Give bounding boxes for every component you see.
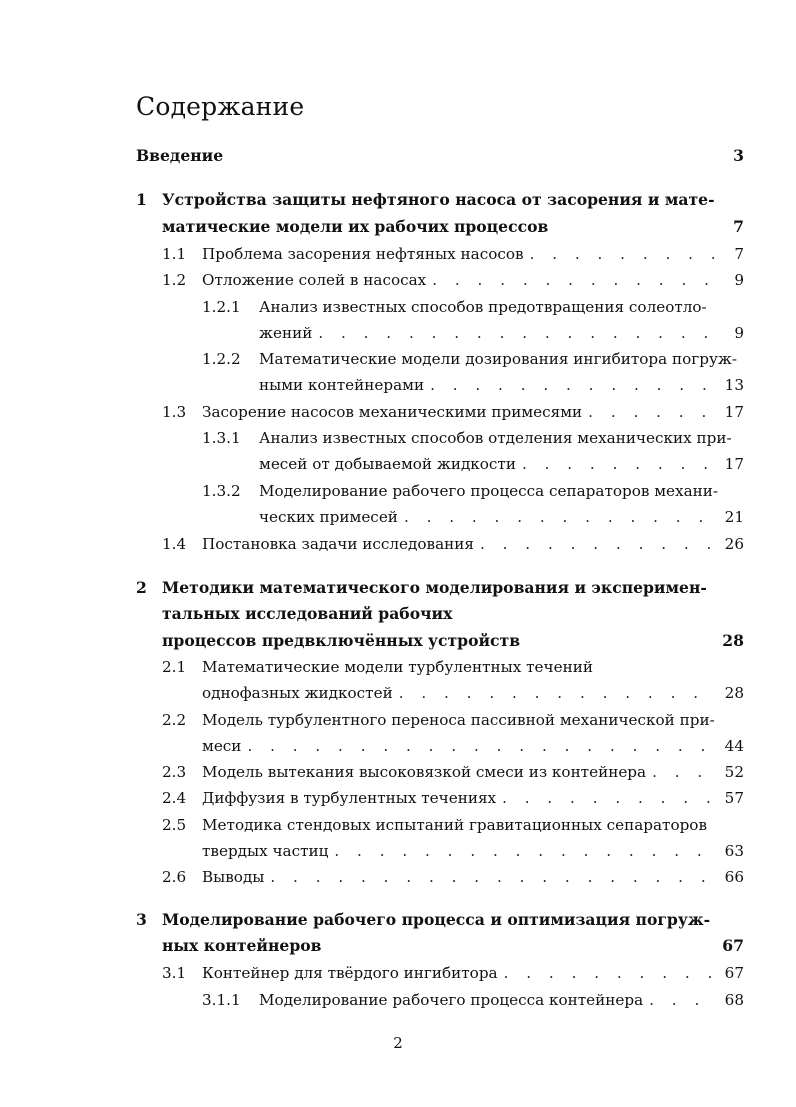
toc-chapter-2[interactable] [136, 578, 744, 654]
toc-section-2-1[interactable] [162, 657, 744, 703]
dot-leader [480, 534, 716, 554]
dot-leader [432, 270, 716, 290]
toc-chapter-3[interactable] [136, 910, 744, 960]
toc-title: Содержание [136, 92, 305, 121]
section-number: 2.5 [162, 816, 187, 834]
section-title-line-2: меси [202, 737, 242, 755]
section-title: Контейнер для твёрдого ингибитора [202, 964, 498, 982]
section-page: 52 [724, 763, 744, 781]
section-page: 26 [724, 535, 744, 553]
chapter-page: 67 [722, 936, 744, 955]
section-title-line-2: твердых частиц [202, 842, 329, 860]
section-number: 2.3 [162, 763, 187, 781]
section-number: 1.4 [162, 535, 187, 553]
toc-subsection-1-2-2[interactable] [202, 349, 744, 395]
subsection-title-line-1: Математические модели дозирования ингибитора погруж- [259, 350, 737, 368]
section-number: 1.2 [162, 271, 187, 289]
subsection-title-line-1: Анализ известных способов отделения механических при- [259, 429, 732, 447]
section-page: 63 [724, 842, 744, 860]
dot-leader [404, 507, 716, 527]
subsection-title-line-2: ческих примесей [259, 508, 398, 526]
dot-leader [334, 841, 716, 861]
section-title: Отложение солей в насосах [202, 271, 427, 289]
chapter-title-line-2: матические модели их рабочих процессов [162, 217, 549, 236]
subsection-page: 21 [724, 508, 744, 526]
section-number: 3.1 [162, 964, 187, 982]
subsection-page: 17 [724, 455, 744, 473]
dot-leader [399, 683, 716, 703]
section-number: 2.4 [162, 789, 187, 807]
dot-leader [652, 762, 716, 782]
toc-section-2-5[interactable] [162, 815, 744, 861]
chapter-page: 7 [733, 217, 744, 236]
subsection-number: 1.2.2 [202, 350, 241, 368]
toc-entry-page: 3 [733, 146, 744, 165]
chapter-title-line-1: Моделирование рабочего процесса и оптимизация погруж- [162, 910, 711, 929]
chapter-number: 2 [136, 578, 147, 597]
dot-leader [247, 736, 716, 756]
chapter-number: 1 [136, 190, 147, 209]
chapter-title-line-2: ных контейнеров [162, 936, 322, 955]
section-page: 67 [724, 964, 744, 982]
section-number: 2.6 [162, 868, 187, 886]
subsection-title-line-1: Моделирование рабочего процесса сепараторов механи- [259, 482, 719, 500]
dot-leader [588, 402, 716, 422]
subsection-number: 1.3.1 [202, 429, 241, 447]
subsection-title-line-2: ными контейнерами [259, 376, 425, 394]
subsection-title-line-2: месей от добываемой жидкости [259, 455, 516, 473]
dot-leader [649, 990, 716, 1010]
section-title: Проблема засорения нефтяных насосов [202, 245, 524, 263]
section-number: 2.2 [162, 711, 187, 729]
section-title: Засорение насосов механическими примесями [202, 403, 583, 421]
dot-leader [530, 244, 716, 264]
subsection-title-line-1: Анализ известных способов предотвращения солеотло- [259, 298, 707, 316]
section-page: 66 [724, 868, 744, 886]
section-page: 17 [724, 403, 744, 421]
section-page: 7 [734, 245, 744, 263]
toc-section-2-2[interactable] [162, 710, 744, 756]
section-number: 1.3 [162, 403, 187, 421]
subsection-page: 13 [724, 376, 744, 394]
dot-leader [318, 323, 716, 343]
section-title: Постановка задачи исследования [202, 535, 474, 553]
toc-subsection-1-3-1[interactable] [202, 428, 744, 474]
subsection-title: Моделирование рабочего процесса контейнера [259, 991, 644, 1009]
chapter-title-line-2: тальных исследований рабочих [162, 604, 453, 623]
section-title-line-2: однофазных жидкостей [202, 684, 393, 702]
dot-leader [502, 788, 716, 808]
chapter-title-line-3: процессов предвключённых устройств [162, 631, 521, 650]
section-title-line-1: Методика стендовых испытаний гравитационных сепараторов [202, 816, 707, 834]
chapter-title-line-1: Методики математического моделирования и эксперимен- [162, 578, 707, 597]
section-title-line-1: Модель турбулентного переноса пассивной механической при- [202, 711, 715, 729]
section-title-line-1: Математические модели турбулентных течений [202, 658, 593, 676]
dot-leader [430, 375, 716, 395]
dot-leader [504, 963, 716, 983]
section-title: Модель вытекания высоковязкой смеси из контейнера [202, 763, 647, 781]
toc-entry-intro[interactable] [136, 146, 744, 166]
subsection-number: 3.1.1 [202, 991, 241, 1009]
subsection-number: 1.2.1 [202, 298, 241, 316]
section-page: 9 [734, 271, 744, 289]
section-page: 44 [724, 737, 744, 755]
section-number: 2.1 [162, 658, 187, 676]
section-page: 28 [724, 684, 744, 702]
dot-leader [522, 454, 716, 474]
section-page: 57 [724, 789, 744, 807]
chapter-page: 28 [722, 631, 744, 650]
subsection-title-line-2: жений [259, 324, 313, 342]
section-title: Выводы [202, 868, 265, 886]
toc-subsection-1-3-2[interactable] [202, 481, 744, 527]
section-number: 1.1 [162, 245, 187, 263]
chapter-number: 3 [136, 910, 147, 929]
section-title: Диффузия в турбулентных течениях [202, 789, 497, 807]
toc-entry-label: Введение [136, 146, 224, 165]
dot-leader [270, 867, 716, 887]
subsection-page: 68 [724, 991, 744, 1009]
subsection-page: 9 [734, 324, 744, 342]
subsection-number: 1.3.2 [202, 482, 241, 500]
toc-subsection-1-2-1[interactable] [202, 297, 744, 343]
toc-chapter-1[interactable] [136, 190, 744, 240]
chapter-title-line-1: Устройства защиты нефтяного насоса от засорения и мате- [162, 190, 715, 209]
page-number: 2 [393, 1034, 403, 1052]
